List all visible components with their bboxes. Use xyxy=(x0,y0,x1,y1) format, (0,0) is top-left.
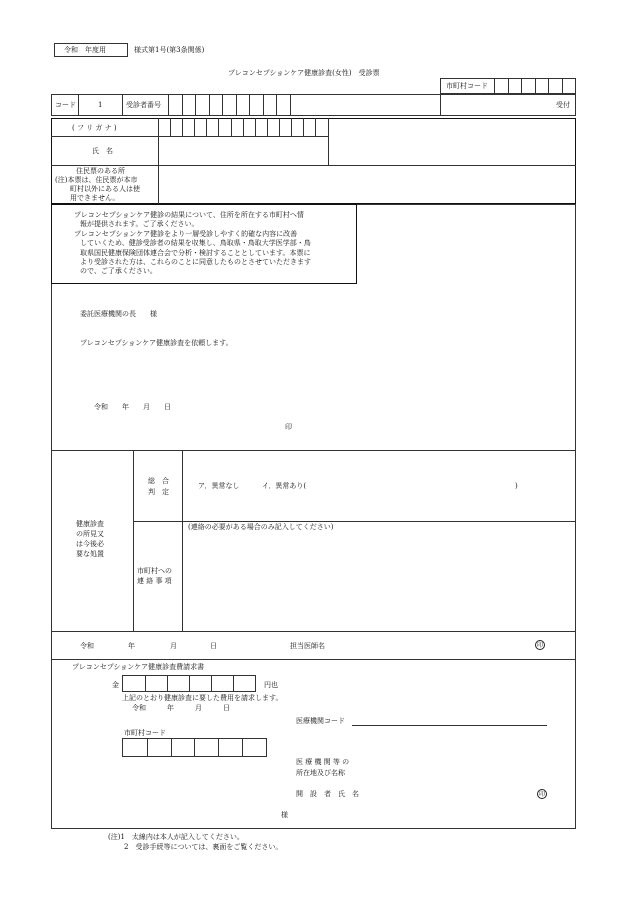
doctor-era: 令和 xyxy=(80,642,94,650)
institution-address-label-2: 所在地及び名称 xyxy=(296,769,345,777)
examinee-number-label: 受診者番号 xyxy=(126,101,161,109)
invoice-title: プレコンセプションケア健康診査費請求書 xyxy=(72,663,205,671)
address-note-2: 町村以外にある人は使 xyxy=(70,185,140,193)
name-label: 氏 名 xyxy=(92,147,113,155)
consent-line-3: プレコンセプションケア健診をより一層受診しやすく的確な内容に改善 xyxy=(74,230,298,238)
note-2: 2 受診手続等については、裏面をご覧ください。 xyxy=(124,843,283,851)
option-normal[interactable]: ア．異常なし xyxy=(198,482,240,490)
doctor-day: 日 xyxy=(210,642,217,650)
consent-line-6: より受診された方は、これらのことに同意したものとさせていただきます xyxy=(80,258,311,266)
consent-line-4: していくため、健診受診者の結果を収集し、鳥取県・鳥取大学医学部・鳥 xyxy=(80,239,311,247)
municipality-code-label: 市町村コード xyxy=(446,82,488,90)
invoice-statement: 上記のとおり健康診査に要した費用を請求します。 xyxy=(122,694,283,702)
founder-seal-icon: 印 xyxy=(538,791,545,798)
request-date: 令和 年 月 日 xyxy=(94,403,171,411)
code-value: 1 xyxy=(98,101,103,109)
form-number: 様式第1号(第3条関係) xyxy=(134,46,205,54)
year-box-text: 令和 年度用 xyxy=(64,46,106,54)
consent-line-2: 報が提供されます。ご了承ください。 xyxy=(80,220,199,228)
municipality-code-cells[interactable] xyxy=(494,78,576,94)
amount-suffix: 円也 xyxy=(264,681,278,689)
doctor-seal-icon: 印 xyxy=(536,642,543,649)
furigana-cells[interactable] xyxy=(158,118,328,136)
institution-address-label-1: 医 療 機 関 等 の xyxy=(296,758,350,766)
findings-label-2: の所見又 xyxy=(76,530,104,538)
option-close-paren: ) xyxy=(515,482,518,490)
address-label: 住民票のある所 xyxy=(76,167,125,175)
amount-prefix: 金 xyxy=(112,681,119,689)
invoice-sama: 様 xyxy=(281,811,288,819)
judgement-label-2: 判 定 xyxy=(148,488,169,496)
invoice-municipality-label: 市町村コード xyxy=(124,729,166,737)
examinee-number-cells[interactable] xyxy=(168,94,290,116)
name-field[interactable] xyxy=(160,138,326,164)
address-field[interactable] xyxy=(160,167,574,202)
consent-line-7: ので、ご了承ください。 xyxy=(80,267,157,275)
judgement-label-1: 総 合 xyxy=(148,477,169,485)
code-label: コード xyxy=(55,101,76,109)
consent-line-1: プレコンセプションケア健診の結果について、住所を所在する市町村へ情 xyxy=(74,211,304,219)
findings-label-3: は今後必 xyxy=(76,540,104,548)
founder-label: 開 設 者 氏 名 xyxy=(296,790,359,798)
institution-code-label: 医療機関コード xyxy=(296,717,345,725)
contact-field[interactable] xyxy=(184,534,574,630)
amount-cells[interactable] xyxy=(122,675,256,692)
page-title: プレコンセプションケア健康診査(女性) 受診票 xyxy=(228,69,380,77)
option-abnormal[interactable]: イ．異常あり( xyxy=(262,482,307,490)
doctor-label: 担当医師名 xyxy=(290,642,325,650)
request-seal: 印 xyxy=(285,423,292,431)
furigana-label: ( フ リ ガ ナ ) xyxy=(72,124,117,132)
contact-label-1: 市町村への xyxy=(137,567,172,575)
institution-code-line[interactable] xyxy=(352,725,547,726)
findings-label-1: 健康診査 xyxy=(76,520,104,528)
consent-line-5: 取県国民健康保険団体連合会で分析・検討することとしています。本票に xyxy=(80,249,311,257)
request-to-label: 委託医療機関の長 様 xyxy=(80,310,157,318)
invoice-municipality-cells[interactable] xyxy=(122,738,267,757)
invoice-date: 令和 年 月 日 xyxy=(132,704,230,712)
doctor-year: 年 xyxy=(128,642,135,650)
address-note-1: (注)本票は、住民票が本市 xyxy=(55,176,138,184)
request-text: プレコンセプションケア健康診査を依頼します。 xyxy=(80,339,233,347)
address-note-3: 用できません。 xyxy=(70,194,120,202)
received-label: 受付 xyxy=(556,101,570,109)
note-1: (注)1 太線内は本人が記入してください。 xyxy=(108,833,244,841)
contact-label-2: 連 絡 事 項 xyxy=(137,577,172,585)
doctor-month: 月 xyxy=(170,642,177,650)
findings-label-4: 要な処置 xyxy=(76,550,104,558)
contact-note: (連絡の必要がある場合のみ記入してください) xyxy=(188,523,334,531)
